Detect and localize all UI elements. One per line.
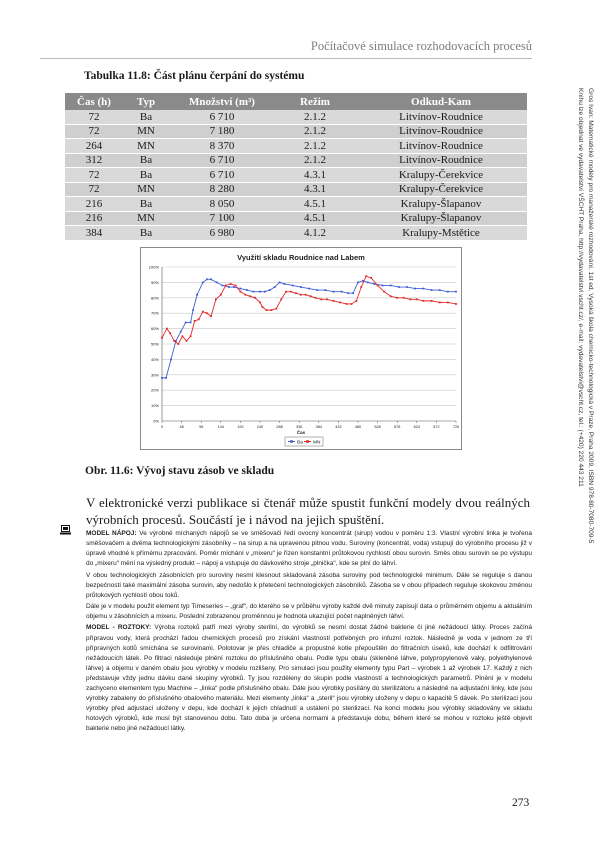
data-point (316, 289, 318, 291)
table-cell: Kralupy-Šlapanov (355, 211, 527, 226)
table-cell: 384 (65, 226, 123, 241)
data-point (295, 292, 297, 294)
data-point (161, 377, 163, 379)
table-cell: 72 (65, 168, 123, 183)
data-point (341, 291, 343, 293)
data-point (455, 303, 457, 305)
table-cell: 72 (65, 182, 123, 197)
table-cell: MN (123, 139, 169, 154)
data-point (202, 282, 204, 284)
data-point (414, 288, 416, 290)
table-cell: Litvínov-Roudnice (355, 124, 527, 139)
model-napoj-label: MODEL NÁPOJ: (86, 530, 137, 537)
data-point (339, 302, 341, 304)
table-cell: 4.1.2 (275, 226, 355, 241)
table-header-row (65, 93, 527, 110)
data-point (240, 291, 242, 293)
data-point (390, 295, 392, 297)
data-point (280, 298, 282, 300)
data-point (275, 308, 277, 310)
table-cell: 8 050 (169, 197, 275, 212)
table-cell: 72 (65, 110, 123, 124)
data-point (367, 282, 369, 284)
y-tick-label: 30% (150, 372, 159, 378)
chart-legend (285, 437, 323, 446)
table-cell: 4.5.1 (275, 211, 355, 226)
data-point (269, 289, 271, 291)
data-point (259, 302, 261, 304)
table-row (65, 153, 527, 168)
data-point (320, 298, 322, 300)
table-cell: 4.3.1 (275, 182, 355, 197)
table-cell: 2.1.2 (275, 153, 355, 168)
data-point (377, 285, 379, 287)
x-tick-label: 432 (335, 425, 342, 429)
table-cell: 2.1.2 (275, 110, 355, 124)
table-row (65, 110, 527, 124)
table-row (65, 139, 527, 154)
data-point (351, 303, 353, 305)
y-tick-label: 80% (150, 295, 159, 301)
x-tick-label: 624 (413, 425, 420, 429)
table-cell: Kralupy-Čerekvice (355, 168, 527, 183)
x-tick-label: 192 (237, 425, 244, 429)
data-point (315, 297, 317, 299)
data-point (365, 275, 367, 277)
table-cell: 6 710 (169, 110, 275, 124)
laptop-icon (60, 525, 71, 535)
data-point (284, 283, 286, 285)
data-point (180, 331, 182, 333)
table-cell: Ba (123, 168, 169, 183)
data-point (403, 297, 405, 299)
data-point (326, 298, 328, 300)
x-tick-label: 144 (217, 425, 224, 429)
legend-label-mn: MN (313, 440, 321, 446)
data-point (333, 300, 335, 302)
data-point (215, 298, 217, 300)
x-tick-label: 240 (256, 425, 264, 429)
data-point (422, 288, 424, 290)
table-cell: 7 180 (169, 124, 275, 139)
data-point (210, 315, 212, 317)
table-cell: Ba (123, 226, 169, 241)
data-point (253, 291, 255, 293)
legend-label-ba: Ba (297, 440, 303, 446)
data-point (206, 278, 208, 280)
header-rule (40, 58, 532, 59)
data-point (202, 311, 204, 313)
data-point (396, 297, 398, 299)
data-point (310, 295, 312, 297)
table-header-cell: Čas (h) (65, 93, 123, 110)
data-point (216, 282, 218, 284)
legend-marker-mn (306, 440, 309, 443)
data-point (186, 340, 188, 342)
data-point (192, 309, 194, 311)
side-note-line-1: Gros Ivan: Matematické modely pro manažerské rozhodování, 1st ed. Vysoká škola chemicko-technologická v Praze, Praha 2009, ISBN 978-80-7080-709-5 (587, 88, 594, 544)
table-row (65, 168, 527, 183)
data-point (324, 289, 326, 291)
data-point (266, 309, 268, 311)
data-point (279, 282, 281, 284)
data-point (300, 294, 302, 296)
data-point (222, 285, 224, 287)
data-point (182, 335, 184, 337)
data-point (406, 286, 408, 288)
table-cell: 2.1.2 (275, 139, 355, 154)
data-point (254, 297, 256, 299)
x-tick-label: 96 (199, 425, 204, 429)
table-cell: 8 370 (169, 139, 275, 154)
data-point (285, 291, 287, 293)
table-cell: Ba (123, 153, 169, 168)
table-row (65, 211, 527, 226)
data-point (196, 294, 198, 296)
data-point (455, 291, 457, 293)
table-cell: 264 (65, 139, 123, 154)
data-point (390, 285, 392, 287)
model-napoj-paragraph (86, 529, 532, 569)
data-point (439, 302, 441, 304)
warehouse-usage-chart (140, 247, 462, 450)
data-point (347, 292, 349, 294)
table-header-cell: Množství (m³) (169, 93, 275, 110)
table-cell: 4.5.1 (275, 197, 355, 212)
table-cell: 4.3.1 (275, 168, 355, 183)
data-point (185, 322, 187, 324)
legend-marker-ba (290, 440, 293, 443)
data-point (355, 300, 357, 302)
data-point (170, 359, 172, 361)
data-point (166, 328, 168, 330)
data-point (398, 286, 400, 288)
data-point (244, 294, 246, 296)
model-roztoky-text: Výroba roztoků patří mezi výroby sterilní, do výrobků se nesmí dostat žádné bakterie či jiné nežádoucí látky. Proces začíná přípravou vody, která prochází řadou chemických procesů pro získání vlastností potřebných pro infuzní roztok. Následně je voda v jednom ze tří přípravných kotlů smíchána se surovinami. Polotovar je přes chladiče a propustné kotle přepouštěn do filtračních úseků, kde dochází k odfiltrování nežádoucích látek. Po filtraci následuje plnění roztoku do příslušného obalu. Podle typu obalu (skleněné láhve, polypropylenové vaky, polyethylenové láhve) a objemu v daném obalu jsou výrobky v modelu rozlišeny. Pro simulaci jsou použity elementy typu Part – výrobek 1 až výrobek 17. Každý z nich představuje vždy jednu dávku dané skupiny výrobků. Ty jsou rozděleny do skupin podle vlastností a technologických parametrů. Plnění je v modelu zachyceno elementem typu Machine – „linka“ podle příslušného obalu. Dále jsou výrobky posílány do sterilizátoru a následně na adjustační linky, kde jsou výrobky zabaleny do příslušného obalového materiálu. Mezi elementy „linka“ a „steril“ jsou výrobky uloženy v depu o kapacitě 5 dávek. Po sterilizaci jsou výrobky před adjustací uloženy v depu, kde dochází k jejich chladnutí a ustálení po sterilizaci. Na konci modelu jsou výrobky skladovány ve skladu hotových výrobků, kde musí být stanovenou dobu. Tato doba je určena normami a představuje dobu, během které se mohou v roztoku ještě objevit bakterie nebo jiné nežádoucí látky. (86, 624, 532, 733)
table-cell: Ba (123, 197, 169, 212)
running-head: Počítačové simulace rozhodovacích procesů (310, 39, 532, 53)
table-cell: 312 (65, 153, 123, 168)
table-row (65, 197, 527, 212)
table-cell: MN (123, 182, 169, 197)
data-point (210, 278, 212, 280)
data-point (422, 300, 424, 302)
figure-caption: Obr. 11.6: Vývoj stavu zásob ve skladu (85, 465, 275, 477)
x-tick-label: 48 (179, 425, 184, 429)
data-point (220, 294, 222, 296)
table-cell: 7 100 (169, 211, 275, 226)
data-point (352, 292, 354, 294)
data-point (173, 340, 175, 342)
data-point (246, 289, 248, 291)
table-cell: 6 980 (169, 226, 275, 241)
data-point (409, 298, 411, 300)
data-point (357, 282, 359, 284)
data-point (177, 343, 179, 345)
x-tick-label: 384 (315, 425, 322, 429)
data-point (259, 291, 261, 293)
body-paragraph: V obou technologických zásobnících pro suroviny nesmí klesnout skladovaná zásoba suroviny pod technologické minimum. Dále se reguluje s danou bezpečností také maximální zásoba surovin, aby nedošlo k přetečení technologických zásobníků. Zásoba se v obou případech reguluje skokovou změnou průtokových rychlostí obou toků. (86, 571, 532, 599)
y-tick-label: 50% (150, 341, 159, 347)
y-tick-label: 100% (148, 264, 159, 270)
table-cell: MN (123, 124, 169, 139)
data-point (235, 285, 237, 287)
data-point (240, 288, 242, 290)
model-roztoky-paragraph (86, 623, 532, 734)
data-point (382, 285, 384, 287)
body-paragraph: Dále je v modelu použit element typ Timeseries – „graf“, do kterého se v průběhu výroby každé dvě minuty zapisují data o průměrném objemu a aktuálním objemu v zásobnících a mixeru. Poslední zobrazenou proměnnou je hodnota ukazující počet naplněných láhví. (86, 603, 532, 621)
y-tick-label: 20% (150, 387, 159, 393)
x-tick-label: 0 (160, 425, 164, 429)
y-tick-label: 90% (150, 279, 159, 285)
data-point (300, 286, 302, 288)
data-point (431, 300, 433, 302)
table-cell: Kralupy-Čerekvice (355, 182, 527, 197)
data-point (360, 286, 362, 288)
data-point (416, 298, 418, 300)
data-point (198, 318, 200, 320)
y-tick-label: 0% (153, 418, 159, 424)
data-point (165, 377, 167, 379)
table-cell: 216 (65, 211, 123, 226)
data-point (249, 295, 251, 297)
chart-title: Využití skladu Roudnice nad Labem (237, 253, 365, 262)
table-cell: 8 280 (169, 182, 275, 197)
data-point (447, 302, 449, 304)
data-point (190, 322, 192, 324)
table-row (65, 226, 527, 241)
table-cell: 6 710 (169, 168, 275, 183)
table-header-cell: Režim (275, 93, 355, 110)
data-point (292, 285, 294, 287)
x-tick-label: 720 (452, 425, 460, 429)
table-cell: MN (123, 211, 169, 226)
data-point (169, 332, 171, 334)
table-row (65, 182, 527, 197)
data-point (228, 286, 230, 288)
data-point (447, 291, 449, 293)
y-tick-label: 70% (150, 310, 159, 316)
data-point (305, 294, 307, 296)
body-text (86, 529, 532, 736)
page-number: 273 (512, 797, 530, 809)
x-axis-label: Čas (296, 430, 306, 435)
table-cell: Litvínov-Roudnice (355, 139, 527, 154)
table-cell: Litvínov-Roudnice (355, 110, 527, 124)
model-napoj-text: Ve výrobně míchaných nápojů se ve směšovači ředí ovocný koncentrát (sirup) vodou v poměru 1:3. Vlastní výrobní linka je tvořena směšovačem a dvěma technologickými zásobníky – na sirup a na upravenou pitnou vodu. Suroviny (koncentrát, voda) vstupují do výrobního procesu již v úpravě vhodné k přímému zpracování. Poměr míchání v „mixeru“ je řízen konstantní průtokovou rychlostí obou surovin. Směs obou surovin se po výstupu do „mixeru“ mění na výsledný produkt – nápoj a vstupuje do dávkového stroje „plnička“, kde se plní do láhví. (86, 530, 532, 568)
data-point (230, 283, 232, 285)
data-point (383, 291, 385, 293)
data-point (225, 285, 227, 287)
x-tick-label: 336 (296, 425, 303, 429)
data-point (194, 320, 196, 322)
x-tick-label: 672 (433, 425, 440, 429)
data-point (346, 303, 348, 305)
y-tick-label: 60% (150, 326, 159, 332)
data-point (370, 277, 372, 279)
data-point (233, 286, 235, 288)
data-point (290, 291, 292, 293)
data-point (190, 335, 192, 337)
table-row (65, 124, 527, 139)
table-caption: Tabulka 11.8: Část plánu čerpání do systému (84, 70, 305, 82)
y-tick-label: 10% (150, 403, 159, 409)
y-tick-label: 40% (150, 356, 159, 362)
data-point (373, 283, 375, 285)
data-point (264, 291, 266, 293)
table-cell: Ba (123, 110, 169, 124)
table-cell: 216 (65, 197, 123, 212)
data-point (161, 337, 163, 339)
x-tick-label: 288 (276, 425, 283, 429)
table-body (65, 110, 527, 240)
data-point (308, 288, 310, 290)
side-note-line-2: Knihu lze objednat ve vydavatelství VŠCHT Praha, http://vydavatelstvi.vscht.cz/, e-mail: vydavatelstvi@vscht.cz, tel.: (+420) 220 443 211 (577, 88, 584, 487)
table-cell: Kralupy-Mstětice (355, 226, 527, 241)
side-note-text (575, 88, 595, 543)
data-point (274, 286, 276, 288)
data-point (206, 312, 208, 314)
x-tick-label: 528 (374, 425, 381, 429)
table-cell: Kralupy-Šlapanov (355, 197, 527, 212)
table-header-cell: Typ (123, 93, 169, 110)
table-cell: 2.1.2 (275, 124, 355, 139)
intro-paragraph: V elektronické verzi publikace si čtenář může spustit funkční modely dvou reálných výrobních procesů. Součástí je i návod na jejich spuštění. (86, 495, 530, 527)
x-tick-label: 480 (354, 425, 362, 429)
table-cell: 72 (65, 124, 123, 139)
x-tick-label: 576 (394, 425, 401, 429)
data-point (431, 289, 433, 291)
data-point (271, 309, 273, 311)
data-point (439, 289, 441, 291)
data-point (262, 306, 264, 308)
table-cell: Litvínov-Roudnice (355, 153, 527, 168)
table-header-cell: Odkud-Kam (355, 93, 527, 110)
pumping-plan-table (65, 93, 527, 241)
model-roztoky-label: MODEL - ROZTOKY: (86, 624, 152, 632)
data-point (333, 291, 335, 293)
table-cell: 6 710 (169, 153, 275, 168)
